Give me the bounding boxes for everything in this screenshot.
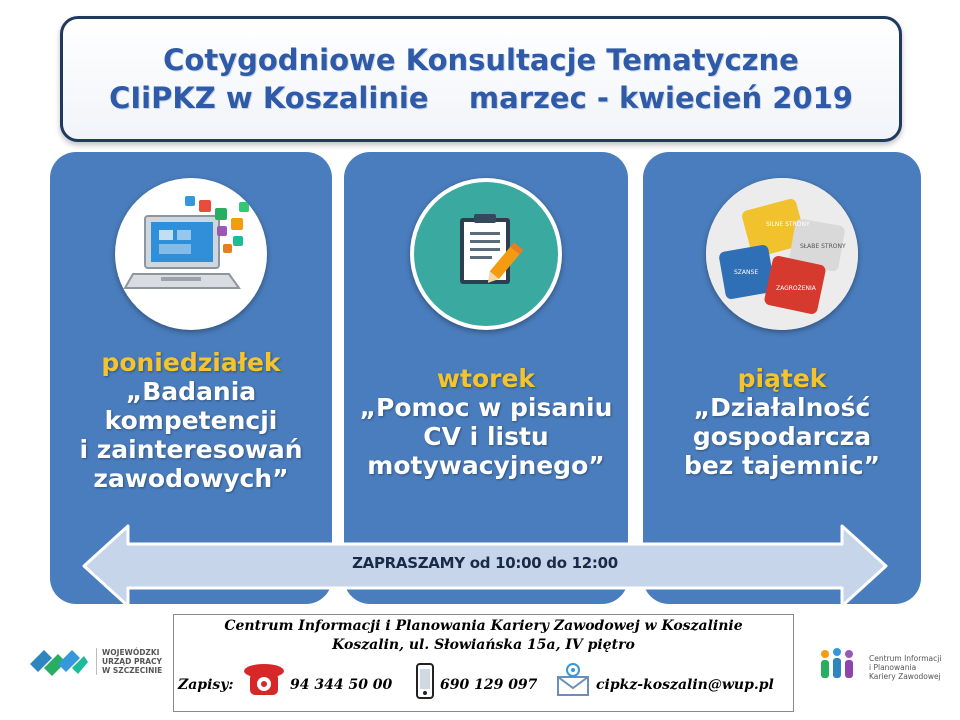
laptop-apps-icon: [115, 178, 267, 330]
title-line-1: Cotygodniowe Konsultacje Tematyczne: [163, 43, 799, 77]
panel-monday-text: [50, 348, 332, 493]
title-line-2: CIiPKZ w Koszalinie marzec - kwiecień 2019: [109, 81, 853, 115]
puzzle-label: SILNE STRONY: [766, 221, 810, 228]
topic-line: gospodarcza: [692, 422, 872, 451]
topic-line: „Badania: [125, 377, 257, 406]
logo-line: URZĄD PRACY: [102, 657, 162, 666]
logo-line: WOJEWÓDZKI: [102, 648, 160, 657]
contact-row: [178, 661, 789, 707]
topic-line: „Działalność: [693, 393, 871, 422]
panel-tuesday-text: [344, 364, 628, 480]
day-friday: piątek: [737, 364, 827, 393]
topic-line: kompetencji: [104, 406, 278, 435]
signup-label: Zapisy:: [178, 677, 234, 693]
email-address[interactable]: cipkz-koszalin@wup.pl: [596, 677, 774, 693]
center-name: Centrum Informacji i Planowania Kariery Zawodowej w Koszalinie: [224, 618, 743, 634]
cipkz-logo: [815, 646, 955, 686]
topic-line: zawodowych”: [93, 464, 289, 493]
cipkz-logo-icon: [815, 646, 865, 682]
mobile-number[interactable]: 690 129 097: [440, 677, 538, 693]
puzzle-label: SZANSE: [734, 269, 759, 276]
wup-logo: [28, 644, 168, 686]
logo-line: Centrum Informacji: [869, 654, 942, 663]
topic-line: „Pomoc w pisaniu: [359, 393, 613, 422]
topic-line: CV i listu: [423, 422, 549, 451]
clipboard-pencil-icon: [410, 178, 562, 330]
phone-icon: [242, 661, 286, 703]
day-tuesday: wtorek: [436, 364, 536, 393]
topic-line: bez tajemnic”: [683, 451, 881, 480]
title-box: [60, 16, 902, 142]
swot-puzzle-icon: [706, 178, 858, 330]
topic-line: i zainteresowań: [79, 435, 303, 464]
contact-info-box: [173, 614, 794, 712]
logo-line: W SZCZECINIE: [102, 666, 163, 675]
double-arrow: [82, 524, 888, 608]
phone-number[interactable]: 94 344 50 00: [290, 677, 393, 693]
center-address: Koszalin, ul. Słowiańska 15a, IV piętro: [332, 637, 635, 653]
mobile-phone-icon: [416, 663, 434, 703]
logo-line: i Planowania: [869, 663, 917, 672]
email-icon: [556, 663, 590, 701]
panel-friday-text: [643, 364, 921, 480]
wup-logo-text: [96, 648, 162, 675]
puzzle-label: SŁABE STRONY: [800, 243, 846, 250]
topic-line: motywacyjnego”: [367, 451, 605, 480]
wup-logo-icon: [28, 644, 90, 684]
puzzle-label: ZAGROŻENIA: [776, 285, 816, 292]
arrow-label: ZAPRASZAMY od 10:00 do 12:00: [352, 554, 618, 572]
cipkz-logo-text: [869, 654, 941, 681]
logo-line: Kariery Zawodowej: [869, 672, 941, 681]
day-monday: poniedziałek: [101, 348, 281, 377]
